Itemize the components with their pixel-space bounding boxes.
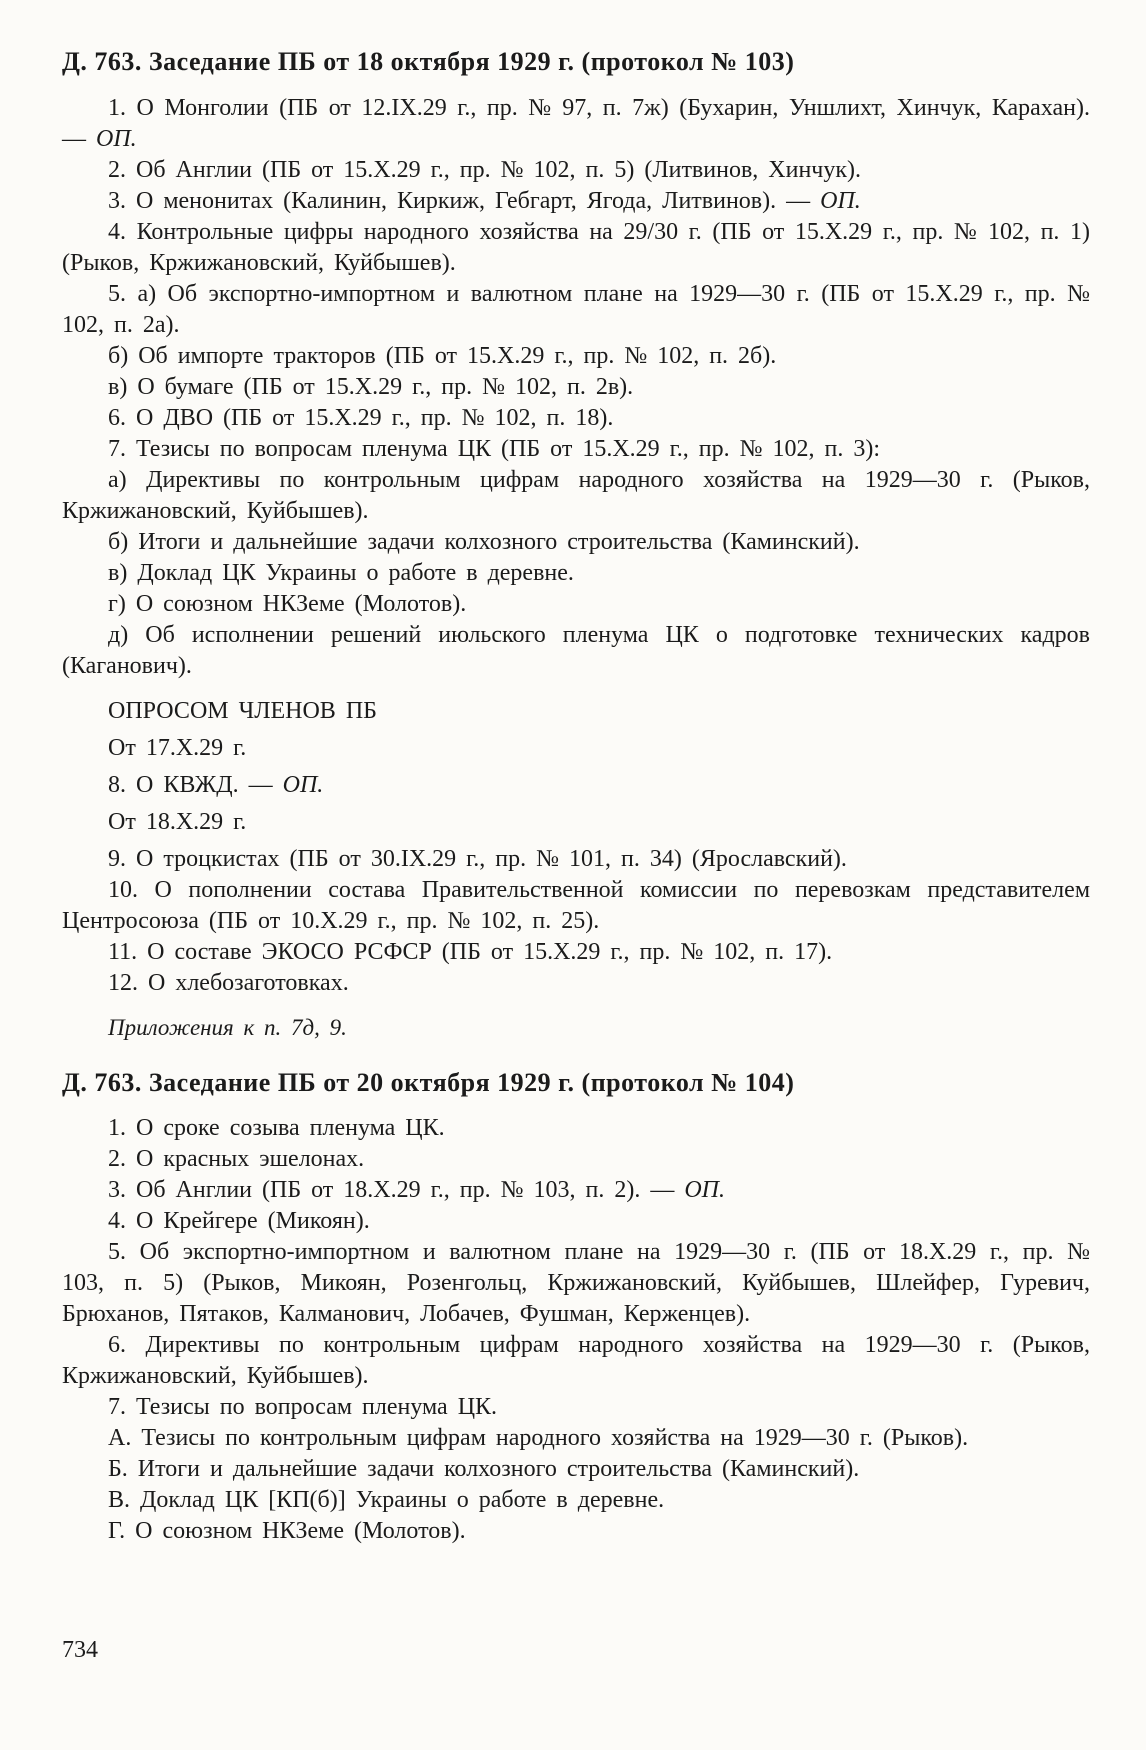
item-text: 3. Об Англии (ПБ от 18.X.29 г., пр. № 103, п. 2). — xyxy=(108,1177,685,1203)
session-104-section xyxy=(62,1067,1090,1548)
agenda-item-7d: д) Об исполнении решений июльского пленума ЦК о подготовке технических кадров (Каганович). xyxy=(62,621,1090,679)
agenda-item-7g: г) О союзном НКЗеме (Молотов). xyxy=(108,590,467,617)
item-text: 8. О КВЖД. — xyxy=(108,771,283,798)
agenda-item-A: А. Тезисы по контрольным цифрам народного хозяйства на 1929—30 г. (Рыков). xyxy=(108,1425,969,1451)
agenda-item-1 xyxy=(62,93,1090,155)
agenda-item-6: 6. О ДВО (ПБ от 15.X.29 г., пр. № 102, п. 18). xyxy=(108,404,614,431)
agenda-item-1: 1. О сроке созыва пленума ЦК. xyxy=(108,1115,445,1141)
session-103-heading: Д. 763. Заседание ПБ от 18 октября 1929 г. (протокол № 103) xyxy=(62,47,795,76)
agenda-item-5b: б) Об импорте тракторов (ПБ от 15.X.29 г., пр. № 102, п. 2б). xyxy=(108,342,777,369)
date-label-17-x-29: От 17.X.29 г. xyxy=(108,734,247,761)
agenda-item-7: 7. Тезисы по вопросам пленума ЦК. xyxy=(108,1394,498,1420)
op-marker: ОП. xyxy=(820,187,861,214)
date-label-18-x-29: От 18.X.29 г. xyxy=(108,808,247,835)
agenda-item-12: 12. О хлебозаготовках. xyxy=(108,969,349,996)
agenda-item-7a: а) Директивы по контрольным цифрам народного хозяйства на 1929—30 г. (Рыков, Кржижановский, Куйбышев). xyxy=(62,466,1090,524)
agenda-item-4: 4. Контрольные цифры народного хозяйства на 29/30 г. (ПБ от 15.X.29 г., пр. № 102, п. 1) (Рыков, Кржижановский, Куйбышев). xyxy=(62,218,1090,276)
agenda-item-8 xyxy=(62,770,1090,801)
page-number: 734 xyxy=(62,1637,98,1663)
agenda-item-11: 11. О составе ЭКОСО РСФСР (ПБ от 15.X.29 г., пр. № 102, п. 17). xyxy=(108,938,833,965)
item-text: 3. О менонитах (Калинин, Киркиж, Гебгарт, Ягода, Литвинов). — xyxy=(108,187,821,214)
agenda-item-5a: 5. а) Об экспортно-импортном и валютном плане на 1929—30 г. (ПБ от 15.X.29 г., пр. № 102, п. 2а). xyxy=(62,280,1090,338)
agenda-item-7b: б) Итоги и дальнейшие задачи колхозного строительства (Каминский). xyxy=(108,528,860,555)
op-marker: ОП. xyxy=(282,771,324,798)
appendix-note: Приложения к п. 7д, 9. xyxy=(108,1014,347,1040)
item-text: 1. О Монголии (ПБ от 12.IX.29 г., пр. № 97, п. 7ж) (Бухарин, Уншлихт, Хинчук, Карахан). — xyxy=(62,94,1090,152)
agenda-item-4: 4. О Крейгере (Микоян). xyxy=(108,1208,370,1234)
agenda-item-3 xyxy=(62,1175,1090,1206)
agenda-item-9: 9. О троцкистах (ПБ от 30.IX.29 г., пр. № 101, п. 34) (Ярославский). xyxy=(108,845,847,872)
agenda-item-B: Б. Итоги и дальнейшие задачи колхозного строительства (Каминский). xyxy=(108,1456,860,1482)
agenda-item-6: 6. Директивы по контрольным цифрам народного хозяйства на 1929—30 г. (Рыков, Кржижановский, Куйбышев). xyxy=(62,1332,1090,1389)
op-marker: ОП. xyxy=(684,1177,726,1203)
agenda-item-2: 2. Об Англии (ПБ от 15.X.29 г., пр. № 102, п. 5) (Литвинов, Хинчук). xyxy=(108,156,862,183)
session-103-section xyxy=(62,46,1090,1041)
agenda-item-G: Г. О союзном НКЗеме (Молотов). xyxy=(108,1518,466,1544)
agenda-item-10: 10. О пополнении состава Правительственной комиссии по перевозкам представителем Центросоюза (ПБ от 10.X.29 г., пр. № 102, п. 25). xyxy=(62,876,1090,934)
session-104-heading: Д. 763. Заседание ПБ от 20 октября 1929 г. (протокол № 104) xyxy=(62,1067,795,1097)
agenda-item-2: 2. О красных эшелонах. xyxy=(108,1146,365,1172)
agenda-item-V: В. Доклад ЦК [КП(б)] Украины о работе в деревне. xyxy=(108,1487,665,1513)
poll-members-label: ОПРОСОМ ЧЛЕНОВ ПБ xyxy=(108,697,377,724)
agenda-item-5v: в) О бумаге (ПБ от 15.X.29 г., пр. № 102, п. 2в). xyxy=(108,373,634,400)
agenda-item-7v: в) Доклад ЦК Украины о работе в деревне. xyxy=(108,559,574,586)
op-marker: ОП. xyxy=(96,125,137,152)
agenda-item-7: 7. Тезисы по вопросам пленума ЦК (ПБ от 15.X.29 г., пр. № 102, п. 3): xyxy=(108,435,881,462)
agenda-item-3 xyxy=(62,186,1090,217)
agenda-item-5: 5. Об экспортно-импортном и валютном плане на 1929—30 г. (ПБ от 18.X.29 г., пр. № 103, п. 5) (Рыков, Микоян, Розенгольц, Кржижановский, Куйбышев, Шлейфер, Гуревич, Брюханов, Пятаков, Калманович, Лобачев, Фушман, Керженцев). xyxy=(62,1239,1090,1327)
